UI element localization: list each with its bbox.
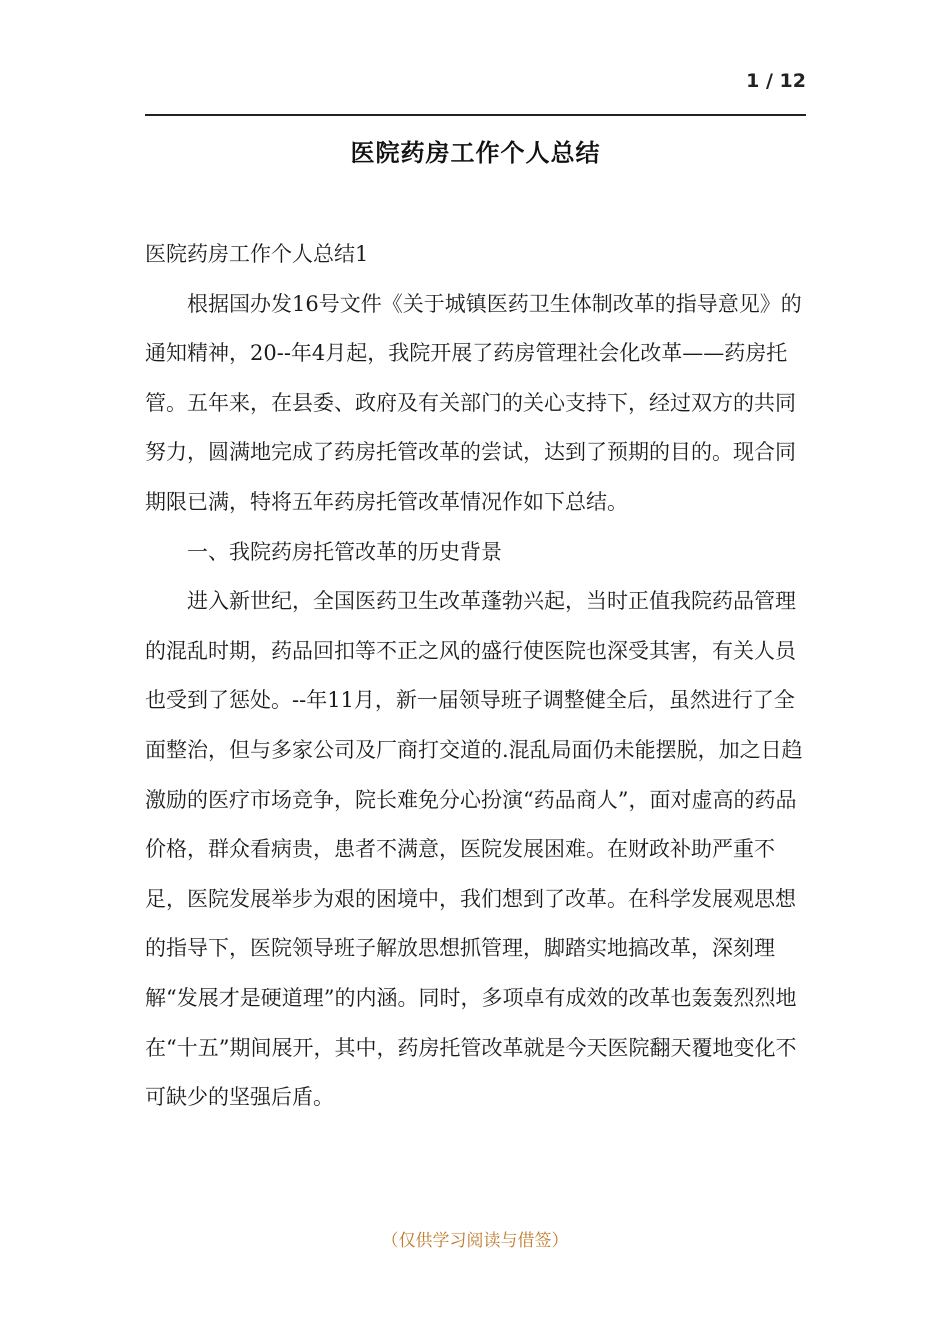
document-title: 医院药房工作个人总结 xyxy=(350,138,601,167)
page-number: 1 / 12 xyxy=(746,70,806,92)
footer-watermark: （仅供学习阅读与借签） xyxy=(381,1231,569,1251)
paragraph-intro: 根据国办发16号文件《关于城镇医药卫生体制改革的指导意见》的通知精神，20--年4月起，我院开展了药房管理社会化改革——药房托管。五年来，在县委、政府及有关部门的关心支持下，经过双方的共同努力，圆满地完成了药房托管改革的尝试，达到了预期的目的。现合同期限已满，特将五年药房托管改革情况作如下总结。 xyxy=(145,291,802,514)
section-heading: 一、我院药房托管改革的历史背景 xyxy=(187,539,502,564)
paragraph-background: 进入新世纪，全国医药卫生改革蓬勃兴起，当时正值我院药品管理的混乱时期，药品回扣等不正之风的盛行使医院也深受其害，有关人员也受到了惩处。--年11月，新一届领导班子调整健全后，虽然进行了全面整治，但与多家公司及厂商打交道的.混乱局面仍未能摆脱，加之日趋激励的医疗市场竞争，院长难免分心扮演“药品商人”，面对虚高的药品价格，群众看病贵，患者不满意，医院发展困难。在财政补助严重不足，医院发展举步为艰的困境中，我们想到了改革。在科学发展观思想的指导下，医院领导班子解放思想抓管理，脚踏实地搞改革，深刻理解“发展才是硬道理”的内涵。同时，多项卓有成效的改革也轰轰烈烈地在“十五”期间展开，其中，药房托管改革就是今天医院翻天覆地变化不可缺少的坚强后盾。 xyxy=(145,589,803,1110)
section-subtitle: 医院药房工作个人总结1 xyxy=(145,242,369,266)
header-divider xyxy=(145,114,806,116)
document-body xyxy=(145,230,810,1123)
